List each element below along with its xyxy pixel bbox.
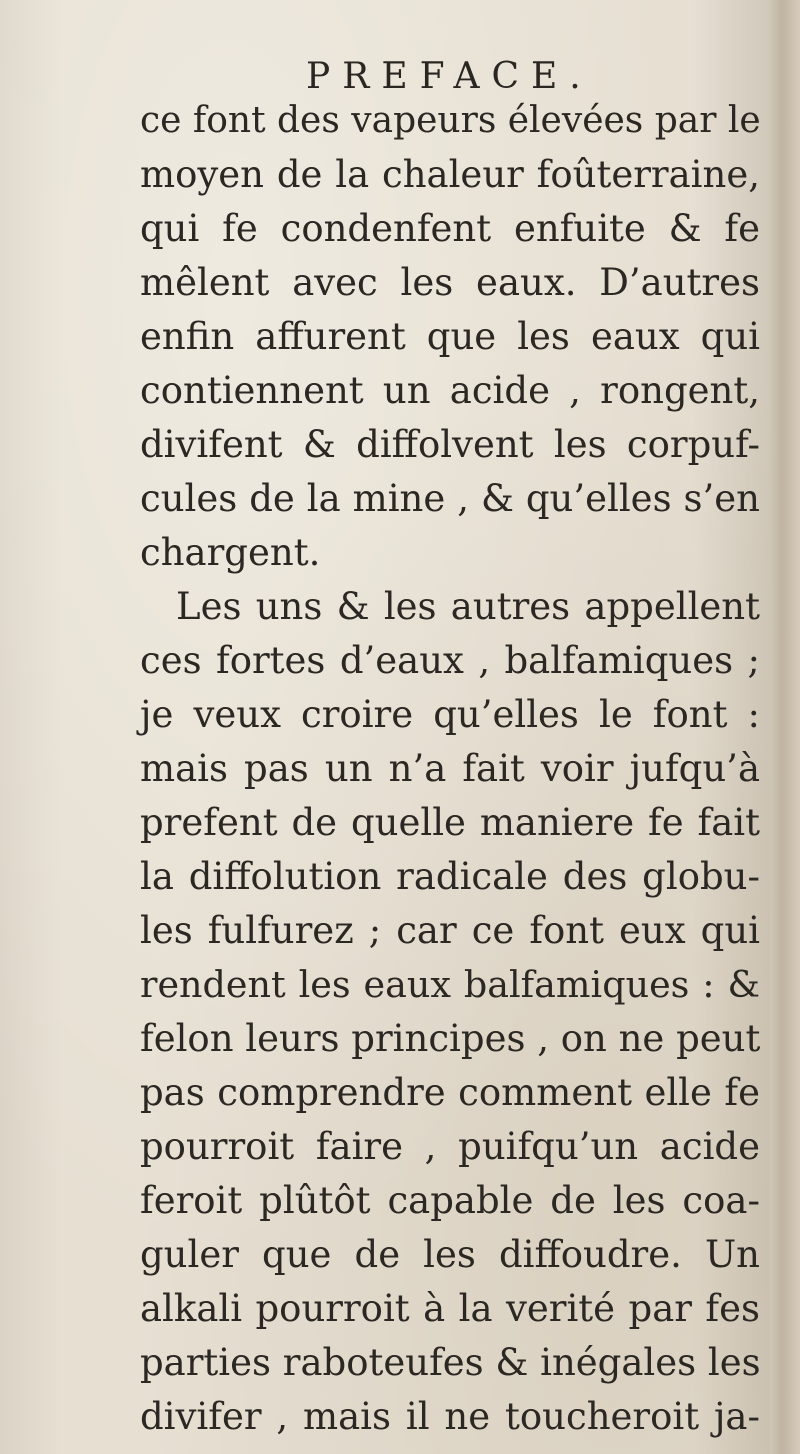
paragraph-end-line: chargent. (140, 531, 321, 574)
text-line: les fulfurez ; car ce font eux qui (140, 909, 760, 952)
text-line: prefent de quelle maniere fe fait (140, 801, 760, 844)
text-line: guler que de les diffoudre. Un (140, 1233, 760, 1276)
text-line: je veux croire qu’elles le font : (140, 693, 760, 736)
text-line: la diffolution radicale des globu- (140, 855, 760, 898)
text-line: moyen de la chaleur foûterraine, (140, 153, 760, 196)
text-line: ces fortes d’eaux , balfamiques ; (140, 639, 760, 682)
text-line: mais pas un n’a fait voir jufqu’à (140, 747, 760, 790)
running-head: PREFACE. (306, 56, 593, 97)
text-line: feroit plûtôt capable de les coa- (140, 1179, 760, 1222)
text-line: parties raboteufes & inégales les (140, 1341, 761, 1384)
text-line: contiennent un acide , rongent, (140, 369, 760, 412)
text-line: alkali pourroit à la verité par fes (140, 1287, 760, 1330)
text-line: rendent les eaux balfamiques : & (140, 963, 760, 1006)
text-line: mêlent avec les eaux. D’autres (140, 261, 760, 304)
page-edge (770, 0, 800, 1454)
text-line: enfin affurent que les eaux qui (140, 315, 760, 358)
text-block (140, 94, 760, 1444)
text-line: felon leurs principes , on ne peut (140, 1017, 761, 1060)
paragraph-start-line: Les uns & les autres appellent (176, 585, 760, 628)
text-line: qui fe condenfent enfuite & fe (140, 207, 760, 250)
text-line: divifent & diffolvent les corpuf- (140, 423, 760, 466)
text-line: pas comprendre comment elle fe (140, 1071, 760, 1114)
text-line: ce font des vapeurs élevées par le (140, 100, 761, 141)
text-line: divifer , mais il ne toucheroit ja- (140, 1395, 760, 1438)
text-line: pourroit faire , puifqu’un acide (140, 1125, 760, 1168)
text-line: cules de la mine , & qu’elles s’en (140, 477, 760, 520)
